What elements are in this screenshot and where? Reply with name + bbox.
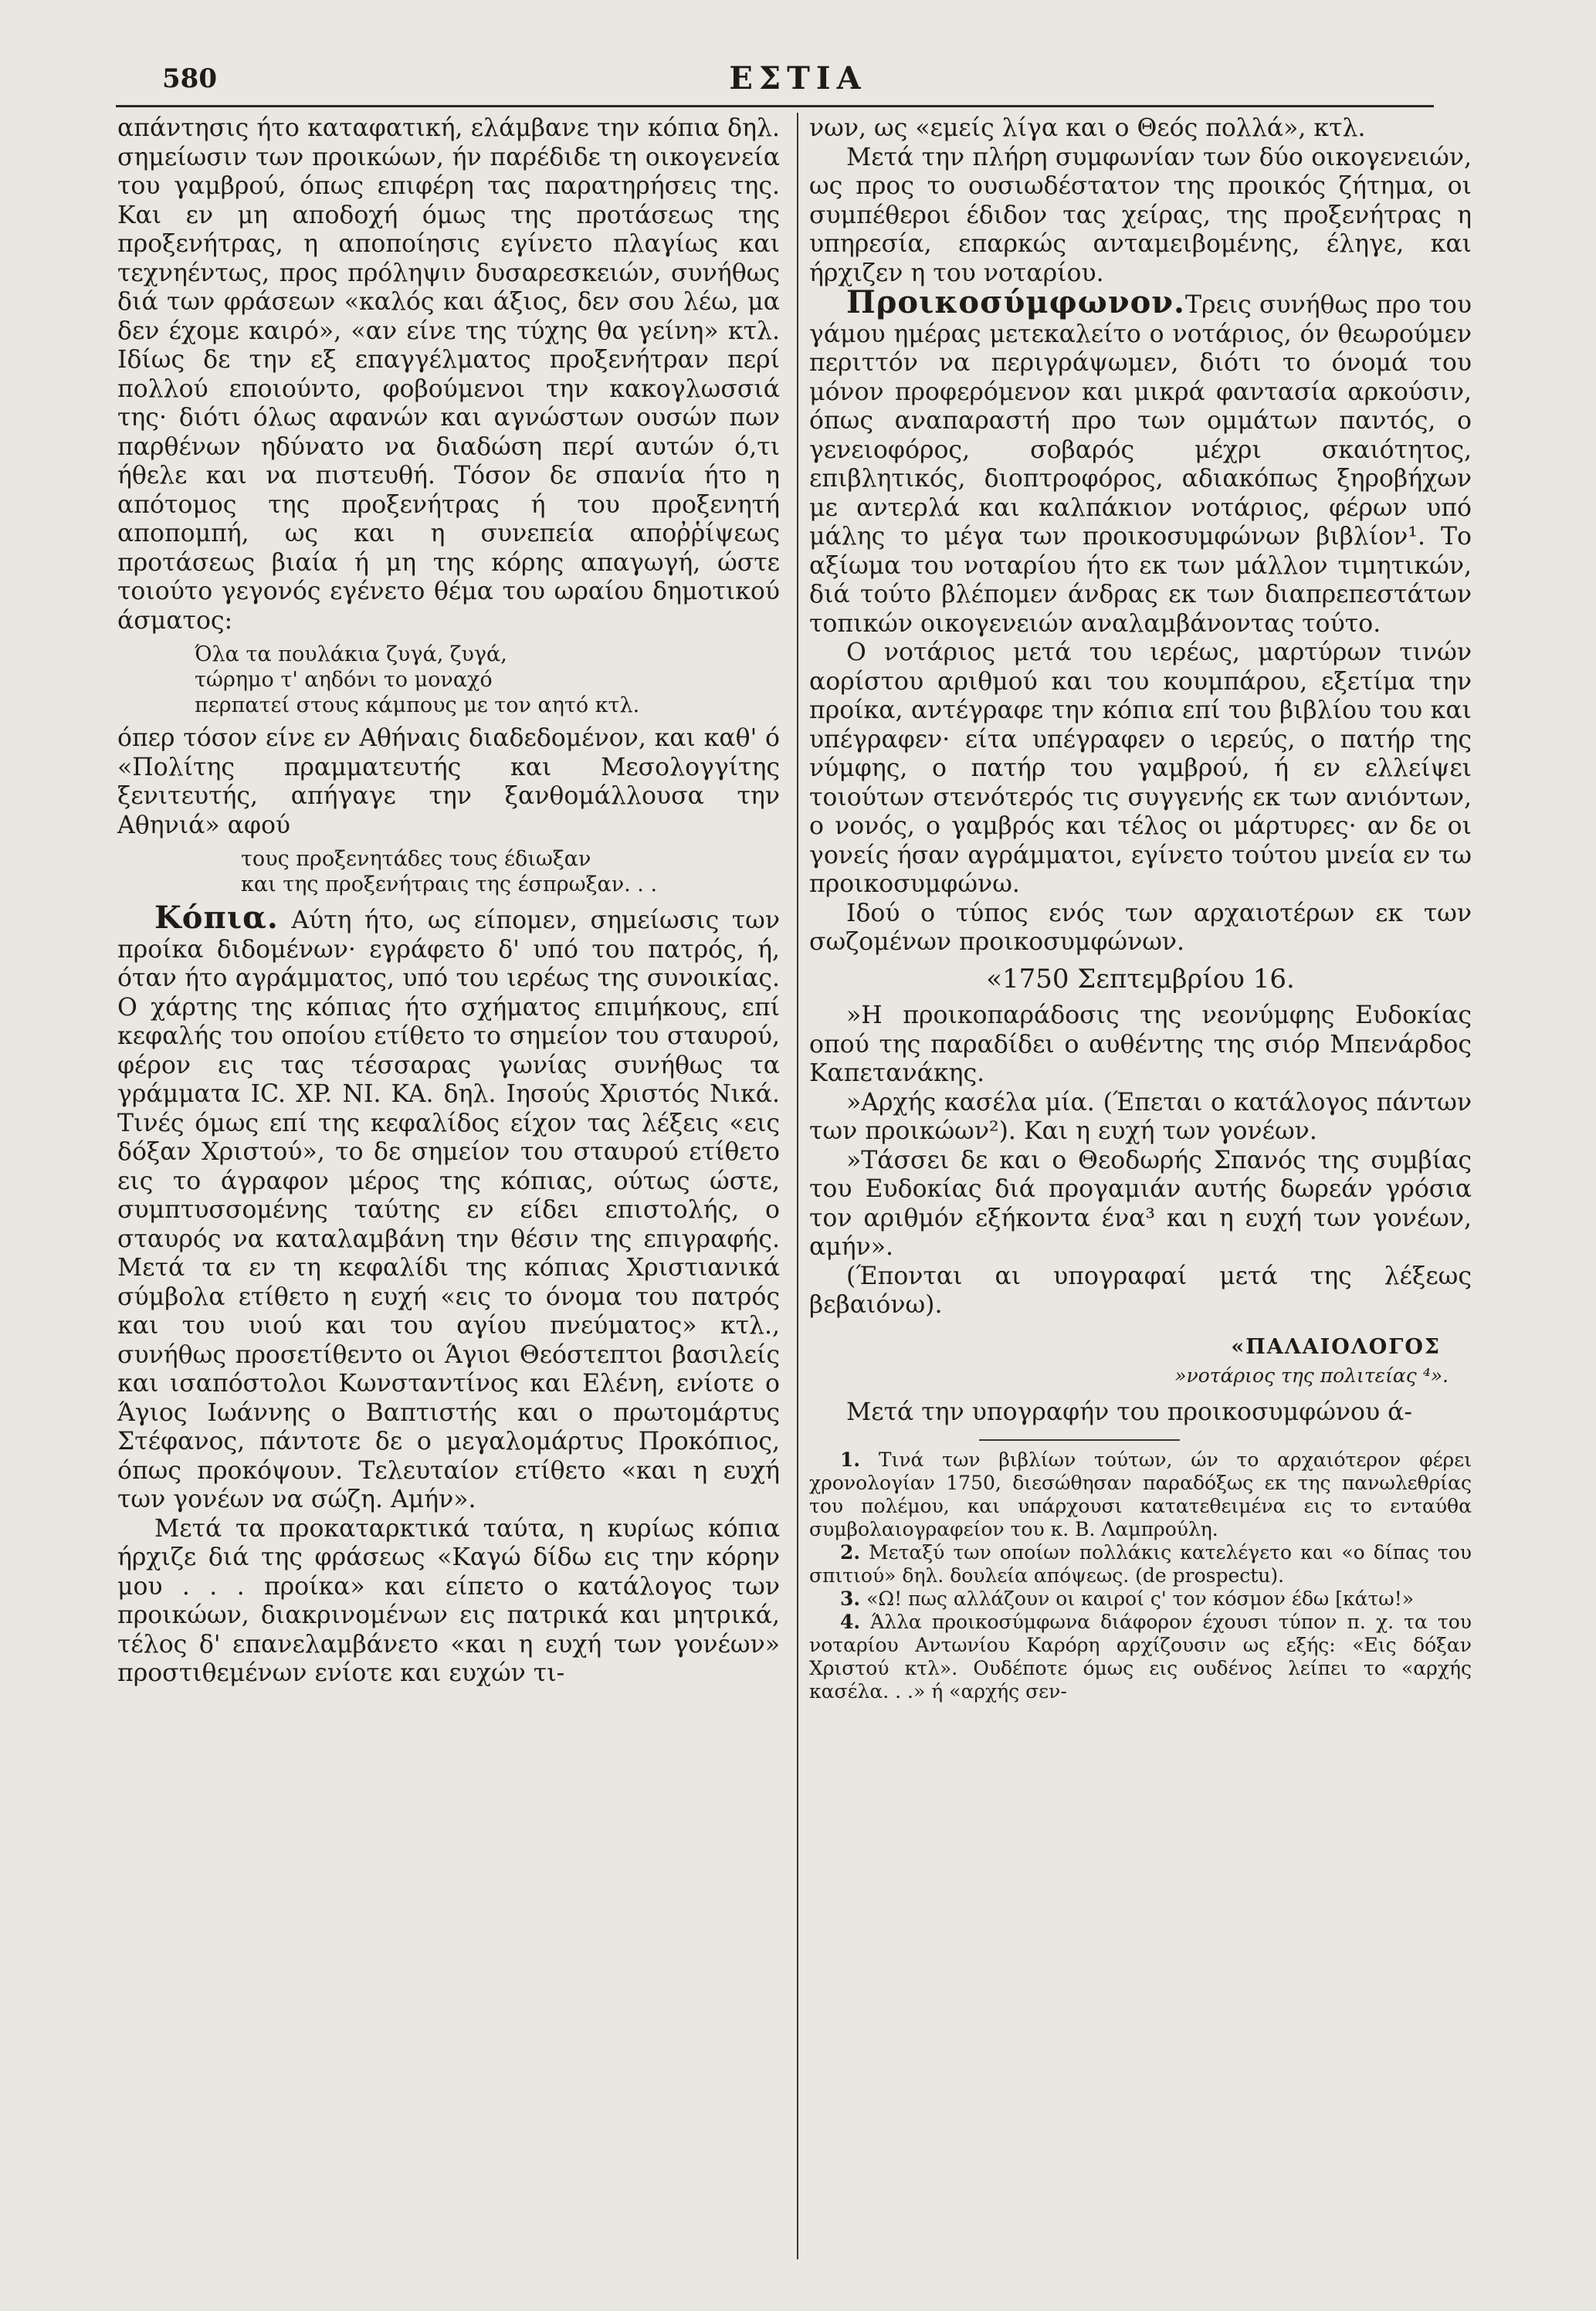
- paragraph: απάντησις ήτο καταφατική, ελάμβανε την κόπια δηλ. σημείωσιν των προικώων, ήν παρέδιδε τη οικογενεία του γαμβρού, όπως επιφέρη τας παρατηρήσεις της. Και εν μη αποδοχή όμως της προτάσεως της προξενήτρας, η αποποίησις εγίνετο πλαγίως και τεχνηέντως, προς πρόληψιν δυσαρεσκειών, συνήθως διά των φράσεων «καλός και άξιος, δεν σου λέω, μα δεν έχομε καιρό», «αν είνε της τύχης θα γείνη» κτλ. Ιδίως δε την εξ επαγγέλματος προξενήτραν περί πολλού εποιούντο, φοβούμενοι την κακογλωσσιά της· διότι όλως αφανών και αγνώστων ουσών πων παρθένων ηδύνατο να διαδώση περί αυτών ό,τι ήθελε και να πιστευθή. Τόσον δε σπανία ήτο η απότομος της προξενήτρας ή του προξενητή αποπομπή, ως και η συνεπεία αποῤῥίψεως προτάσεως βιαία ή μη της κόρης απαγωγή, ώστε τοιούτο γεγονός εγένετο θέμα του ωραίου δημοτικού άσματος:: [117, 114, 780, 635]
- quoted-paragraph: »Τάσσει δε και ο Θεοδωρής Σπανός της συμβίας του Ευδοκίας διά προγαμιάν αυτής δωρεάν γρόσια τον αριθμόν εξήκοντα ένα³ και η ευχή των γονέων, αμήν».: [809, 1146, 1472, 1261]
- section-heading: Προικοσύμφωνον.: [846, 284, 1185, 320]
- footnote-text: Μεταξύ των οποίων πολλάκις κατελέγετο και «ο δίπας του σπιτιού» δηλ. δουλεία απόψεως. (de prospectu).: [809, 1541, 1472, 1587]
- footnote-number: 4.: [840, 1611, 861, 1633]
- poem-line: Όλα τα πουλάκια ζυγά, ζυγά,: [195, 642, 507, 666]
- header-rule: [116, 105, 1434, 107]
- paragraph: (Έπονται αι υπογραφαί μετά της λέξεως βεβαιόνω).: [809, 1262, 1472, 1319]
- footnote: [809, 1449, 1472, 1541]
- paragraph: Ο νοτάριος μετά του ιερέως, μαρτύρων τινών αορίστου αριθμού και του κουμπάρου, εξετίμα την προίκα, αντέγραφε την κόπια επί του βιβλίου του και υπέγραφεν· είτα υπέγραφεν ο ιερεύς, ο πατήρ της νύμφης, ο πατήρ του γαμβρού, ή εν ελλείψει τοιούτων στενότερός τις συγγενής εκ των ανιόντων, ο νονός, ο γαμβρός και τέλος οι μάρτυρες· αν δε οι γονείς ήσαν αγράμματοι, εγίνετο τούτου μνεία εν τω προικοσυμφώνω.: [809, 639, 1472, 898]
- paragraph: όπερ τόσον είνε εν Αθήναις διαδεδομένον, και καθ' ό «Πολίτης πραμματευτής και Μεσολογγίτης ξενιτευτής, απήγαγε την ξανθομάλλουσα την Αθηνιά» αφού: [117, 724, 780, 839]
- signature-name: «ΠΑΛΑΙΟΛΟΓΟΣ: [1231, 1334, 1441, 1359]
- paragraph: Μετά τα προκαταρκτικά ταύτα, η κυρίως κόπια ήρχιζε διά της φράσεως «Καγώ δίδω εις την κόρην μου . . . προίκα» και είπετο ο κατάλογος των προικώων, διακρινομένων εις πατρικά και μητρικά, τέλος δ' επανελαμβάνετο «και η ευχή των γονέων» προστιθεμένων ενίοτε και ευχών τι-: [117, 1514, 780, 1687]
- paragraph: Ιδού ο τύπος ενός των αρχαιοτέρων εκ των σωζομένων προικοσυμφώνων.: [809, 899, 1472, 956]
- document-date: «1750 Σεπτεμβρίου 16.: [986, 963, 1295, 995]
- footnote-rule: [979, 1439, 1180, 1441]
- section-kopia: [117, 900, 780, 1515]
- footnote: [809, 1541, 1472, 1588]
- poem-line: περπατεί στους κάμπους με τον αητό κτλ.: [195, 693, 640, 717]
- paragraph: Μετά την υπογραφήν του προικοσυμφώνου ά-: [846, 1398, 1413, 1426]
- footnote-number: 3.: [840, 1588, 861, 1610]
- right-column: [809, 114, 1472, 1703]
- footnote-number: 2.: [840, 1541, 861, 1564]
- poem-line: τους προξενητάδες τους έδιωξαν: [241, 847, 591, 871]
- footnote-text: «Ω! πως αλλάζουν οι καιροί ς' τον κόσμον έδω [κάτω!»: [866, 1588, 1415, 1610]
- footnote-text: Τινά των βιβλίων τούτων, ών το αρχαιότερον φέρει χρονολογίαν 1750, διεσώθησαν παραδόξως εκ της πανωλεθρίας του πολέμου, και υπάρχουσι κατατεθειμένα εις το ενταύθα συμβολαιογραφείον του κ. Β. Λαμπρούλη.: [809, 1449, 1472, 1540]
- quoted-paragraph: »Αρχής κασέλα μία. (Έπεται ο κατάλογος πάντων των προικώων²). Και η ευχή των γονέων.: [809, 1088, 1472, 1145]
- signature-title: »νοτάριος της πολιτείας ⁴».: [1174, 1364, 1449, 1387]
- footnote: [809, 1588, 1472, 1611]
- poem-stanza: [241, 846, 780, 897]
- section-proikosymfono: [809, 284, 1472, 639]
- footnote: [809, 1611, 1472, 1703]
- column-divider: [797, 113, 798, 2259]
- footnote-text: Άλλα προικοσύμφωνα διάφορον έχουσι τύπον π. χ. τα του νοταρίου Αντωνίου Καρόρη αρχίζουσιν ως εξής: «Εις δόξαν Χριστού κτλ». Ουδέποτε όμως εις ουδένος λείπει το «αρχής κασέλα. . .» ή «αρχής σεν-: [809, 1611, 1472, 1703]
- quoted-paragraph: »Η προικοπαράδοσις της νεονύμφης Ευδοκίας οπού της παραδίδει ο αυθέντης της σιόρ Μπενάρδος Καπετανάκης.: [809, 1001, 1472, 1087]
- paragraph: νων, ως «εμείς λίγα και ο Θεός πολλά», κτλ.: [809, 114, 1366, 142]
- section-text: Αύτη ήτο, ως είπομεν, σημείωσις των προίκα διδομένων· εγράφετο δ' υπό του πατρός, ή, όταν ήτο αγράμματος, υπό του ιερέως της συνοικίας. Ο χάρτης της κόπιας ήτο σχήματος επιμήκους, επί κεφαλής του οποίου ετίθετο το σημείον του σταυρού, φέρον εις τας τέσσαρας γωνίας συνήθως τα γράμματα IC. XP. NI. KA. δηλ. Ιησούς Χριστός Νικά. Τινές όμως επί της κεφαλίδος είχον τας λέξεις «εις δόξαν Χριστού», το δε σημείον του σταυρού ετίθετο εις το άγραφον μέρος της κόπιας, ούτως ώστε, συμπτυσσομένης ταύτης εν είδει επιστολής, ο σταυρός να καταλαμβάνη την θέσιν της επιγραφής. Μετά τα εν τη κεφαλίδι της κόπιας Χριστιανικά σύμβολα ετίθετο η ευχή «εις το όνομα του πατρός και του υιού και του αγίου πνεύματος» κτλ., συνήθως προσετίθεντο οι Άγιοι Θεόστεπτοι βασιλείς και ισαπόστολοι Κωνσταντίνος και Ελένη, ενίοτε ο Άγιος Ιωάννης ο Βαπτιστής και ο πρωτομάρτυς Στέφανος, πάντοτε δε ο μεγαλομάρτυς Προκόπιος, όπως προκόψουν. Τελευταίον ετίθετο «και η ευχή των γονέων να σώζη. Αμήν».: [117, 906, 780, 1513]
- page-header: [0, 0, 1596, 116]
- journal-title: ΕΣΤΙΑ: [729, 60, 867, 97]
- section-text: Τρεις συνήθως προ του γάμου ημέρας μετεκαλείτο ο νοτάριος, όν θεωρούμεν περιττόν να περιγράψωμεν, διότι το όνομά του μόνον προφερόμενον και μικρά φαντασία αρκούσιν, όπως αναπαραστή προ των ομμάτων παντός, ο γενειοφόρος, σοβαρός μέχρι σκαιότητος, επιβλητικός, διοπτροφόρος, αδιακόπως ξηροβήχων με αντερλά και καλπάκιον νοτάριος, φέρων υπό μάλης το μέγα των προικοσυμφώνων βιβλίον¹. Το αξίωμα του νοταρίου ήτο εκ των μάλλον τιμητικών, διά τούτο βλέπομεν άνδρας εκ των διαπρεπεστάτων τοπικών οικογενειών αναλαμβάνοντας τούτο.: [809, 291, 1472, 638]
- poem-line: τώρημο τ' αηδόνι το μοναχό: [195, 668, 493, 692]
- poem-line: και της προξενήτραις της έσπρωξαν. . .: [241, 873, 658, 896]
- left-column: [117, 114, 780, 1689]
- paragraph: Μετά την πλήρη συμφωνίαν των δύο οικογενειών, ως προς το ουσιωδέστατον της προικός ζήτημα, οι συμπέθεροι έδιδον τας χείρας, της προξενήτρας η υπηρεσία, επαρκώς ανταμειβομένης, έληγε, και ήρχιζεν η του νοταρίου.: [809, 143, 1472, 287]
- poem-stanza: [195, 642, 780, 718]
- section-heading: Κόπια.: [154, 900, 279, 936]
- footnote-number: 1.: [840, 1449, 861, 1471]
- page-number: 580: [162, 63, 217, 94]
